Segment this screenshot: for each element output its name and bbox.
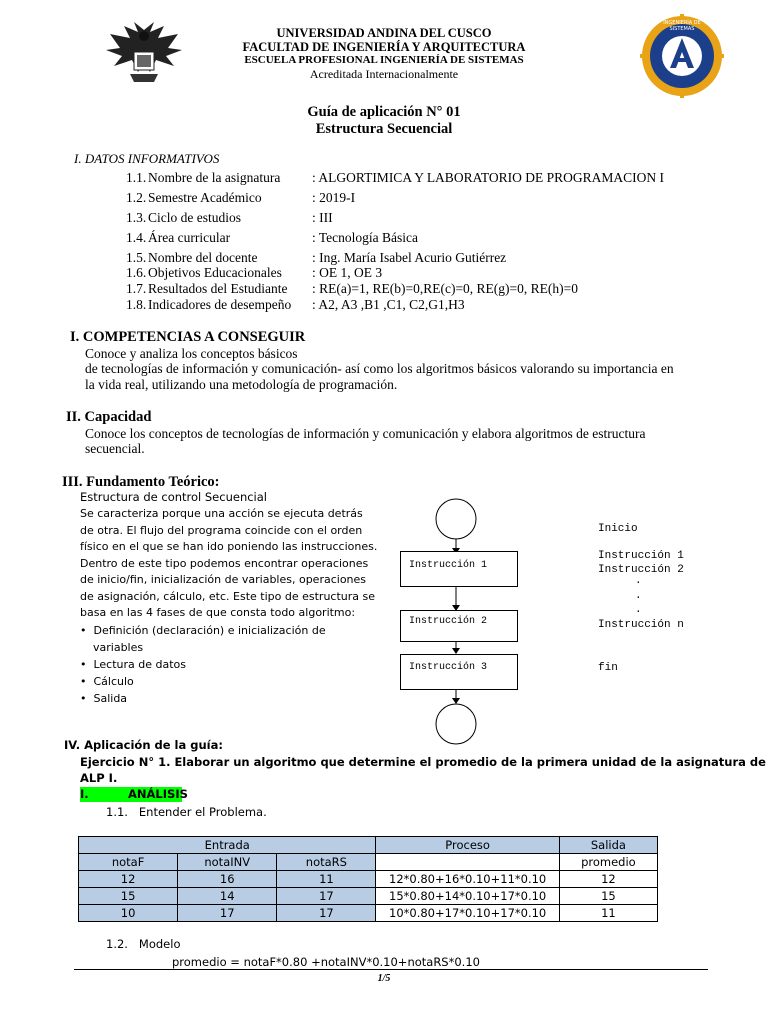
pseudo-fin: fin	[598, 662, 618, 674]
seal-ring-text: INGENIERÍA DE SISTEMAS	[663, 20, 701, 32]
table-row	[79, 871, 658, 888]
row-num: 1.2.	[126, 190, 147, 205]
fundamento-subheading: Estructura de control Secuencial	[80, 490, 267, 504]
row-label: Nombre del docente	[148, 250, 258, 265]
guide-title: Guía de aplicación N° 01	[307, 104, 461, 120]
row-value: : OE 1, OE 3	[312, 265, 383, 280]
row-num: 1.7.	[126, 281, 147, 296]
competencias-line: Conoce y analiza los conceptos básicos	[85, 346, 298, 361]
col-header	[376, 854, 559, 871]
text-line: de asignación, cálculo, etc. Este tipo de estructura se	[80, 589, 376, 603]
seal-letter	[674, 62, 694, 63]
competencias-line: la vida real, utilizando una metodología de programación.	[85, 377, 398, 392]
row-num: 1.4.	[126, 230, 147, 245]
faculty-name: FACULTAD DE INGENIERÍA Y ARQUITECTURA	[242, 40, 526, 54]
pseudo-instruction-n: Instrucción n	[598, 619, 684, 631]
text-line: de otra. El flujo del programa coincide con el orden	[80, 523, 363, 537]
competencias-heading: I. COMPETENCIAS A CONSEGUIR	[70, 329, 306, 345]
row-num: 1.1.	[126, 170, 147, 185]
table-cell: 10	[79, 905, 178, 922]
bullet-icon: •	[80, 624, 94, 637]
flow-box-3: Instrucción 3	[400, 654, 518, 690]
table-cell: 12	[79, 871, 178, 888]
row-value: : III	[312, 210, 333, 225]
step-modelo: 1.2. Modelo	[106, 937, 181, 951]
page-number: 1/5	[377, 973, 391, 984]
row-value: : Tecnología Básica	[312, 230, 419, 245]
table-cell: 14	[178, 888, 277, 905]
bullet-icon: •	[80, 692, 94, 705]
flow-box-2: Instrucción 2	[400, 610, 518, 642]
table-cell: 15	[79, 888, 178, 905]
row-label: Área curricular	[148, 230, 231, 245]
aplicacion-heading: IV. Aplicación de la guía:	[64, 738, 223, 752]
start-node	[436, 499, 476, 539]
fundamento-bullets	[80, 622, 383, 707]
row-value: : ALGORTIMICA Y LABORATORIO DE PROGRAMACION I	[312, 170, 664, 185]
pseudo-dot: .	[635, 590, 642, 602]
row-label: Semestre Académico	[148, 190, 262, 205]
step-entender: 1.1. Entender el Problema.	[106, 805, 267, 819]
datos-heading: I. DATOS INFORMATIVOS	[74, 151, 220, 166]
row-value: : Ing. María Isabel Acurio Gutiérrez	[312, 250, 507, 265]
text-line: físico en el que se han ido poniendo las instrucciones.	[80, 540, 378, 553]
school-name: ESCUELA PROFESIONAL INGENIERÍA DE SISTEMAS	[244, 54, 524, 66]
fundamento-text	[80, 506, 383, 622]
data-table	[78, 836, 658, 922]
table-column-header	[79, 854, 658, 871]
group-proceso: Proceso	[376, 837, 559, 854]
col-header: promedio	[559, 854, 657, 871]
row-num: 1.6.	[126, 265, 147, 280]
table-cell: 12*0.80+16*0.10+11*0.10	[376, 871, 559, 888]
group-salida: Salida	[559, 837, 657, 854]
table-cell: 17	[277, 905, 376, 922]
table-cell: 17	[178, 905, 277, 922]
text-line: basa en las 4 fases de que consta todo algoritmo:	[80, 606, 356, 619]
pseudo-dot: .	[635, 604, 642, 616]
list-item: • Cálculo	[80, 675, 134, 688]
col-header: notaINV	[178, 854, 277, 871]
capacidad-line: secuencial.	[85, 441, 145, 456]
university-name: UNIVERSIDAD ANDINA DEL CUSCO	[276, 26, 492, 40]
table-row	[79, 905, 658, 922]
footer-rule	[74, 969, 708, 970]
pseudo-dot: .	[635, 575, 642, 587]
text-line: de inicio/fin, inicialización de variables, operaciones	[80, 573, 367, 586]
table-cell: 16	[178, 871, 277, 888]
capacidad-heading: II. Capacidad	[66, 409, 152, 425]
row-label: Resultados del Estudiante	[148, 281, 288, 296]
pseudo-inicio: Inicio	[598, 523, 638, 535]
table-row	[79, 888, 658, 905]
table-cell: 11	[559, 905, 657, 922]
bullet-icon: •	[80, 658, 94, 671]
analisis-label: I. ANÁLISIS	[80, 787, 188, 801]
capacidad-line: Conoce los conceptos de tecnologías de información y comunicación y elabora algoritmos de estructura	[85, 426, 646, 441]
col-header: notaF	[79, 854, 178, 871]
bullet-icon: •	[80, 675, 94, 688]
row-label: Objetivos Educacionales	[148, 265, 282, 280]
group-entrada: Entrada	[79, 837, 376, 854]
col-header: notaRS	[277, 854, 376, 871]
pseudo-instruction-1: Instrucción 1	[598, 550, 684, 562]
table-cell: 12	[559, 871, 657, 888]
row-value: : RE(a)=1, RE(b)=0,RE(c)=0, RE(g)=0, RE(h)=0	[312, 281, 579, 296]
exercise-text: Ejercicio N° 1. Elaborar un algoritmo que determine el promedio de la primera unidad de la asignatura de	[80, 755, 766, 769]
row-label: Nombre de la asignatura	[148, 170, 281, 185]
table-group-header	[79, 837, 658, 854]
row-value: : A2, A3 ,B1 ,C1, C2,G1,H3	[312, 297, 465, 312]
row-value: : 2019-I	[312, 190, 356, 205]
exercise-text: ALP I.	[80, 771, 118, 785]
row-label: Ciclo de estudios	[148, 210, 241, 225]
list-item: • Lectura de datos	[80, 658, 187, 671]
table-cell: 15*0.80+14*0.10+17*0.10	[376, 888, 559, 905]
list-item: variables	[93, 641, 144, 654]
competencias-line: de tecnologías de información y comunicación- así como los algoritmos básicos valorando su importancia en	[85, 361, 674, 376]
formula: promedio = notaF*0.80 +notaINV*0.10+notaRS*0.10	[172, 955, 480, 969]
end-node	[436, 704, 476, 744]
text-line: Se caracteriza porque una acción se ejecuta detrás	[80, 507, 363, 520]
table-cell: 10*0.80+17*0.10+17*0.10	[376, 905, 559, 922]
list-item: • Salida	[80, 692, 128, 705]
table-cell: 15	[559, 888, 657, 905]
pseudo-instruction-2: Instrucción 2	[598, 564, 684, 576]
table-cell: 17	[277, 888, 376, 905]
row-num: 1.3.	[126, 210, 147, 225]
table-cell: 11	[277, 871, 376, 888]
list-item: • Definición (declaración) e inicialización de	[80, 624, 326, 637]
row-num: 1.8.	[126, 297, 147, 312]
accreditation: Acreditada Internacionalmente	[309, 67, 459, 81]
text-line: Dentro de este tipo podemos encontrar operaciones	[80, 556, 369, 570]
row-label: Indicadores de desempeño	[148, 297, 292, 312]
row-num: 1.5.	[126, 250, 147, 265]
guide-subtitle: Estructura Secuencial	[315, 121, 453, 137]
fundamento-heading: III. Fundamento Teórico:	[62, 474, 220, 490]
flow-box-1: Instrucción 1	[400, 551, 518, 587]
